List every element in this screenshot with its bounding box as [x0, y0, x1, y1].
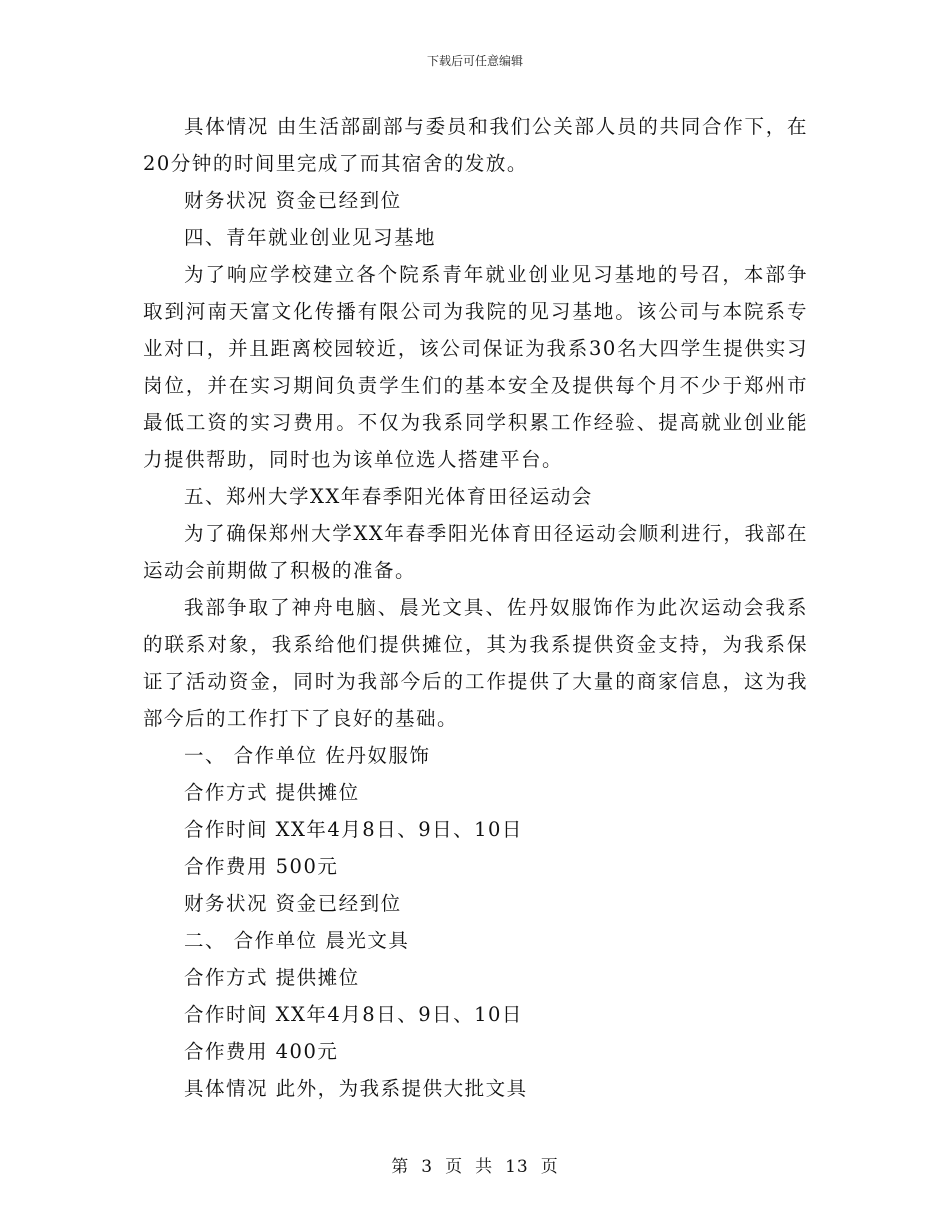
partner-2-time: 合作时间 XX年4月8日、9日、10日: [183, 1003, 523, 1026]
paragraph-sports-meet-prep: 为了确保郑州大学XX年春季阳光体育田径运动会顺利进行，我部在运动会前期做了积极的准备。: [143, 522, 808, 582]
partner-1-fee: 合作费用 500元: [183, 855, 339, 878]
current-page-number: 3: [421, 1157, 434, 1177]
footer-total-label: 共: [475, 1157, 494, 1177]
page-footer: [0, 1152, 950, 1177]
partner-2-details: 具体情况 此外，为我系提供大批文具: [183, 1077, 528, 1100]
paragraph-details-dorm: 具体情况 由生活部副部与委员和我们公关部人员的共同合作下，在20分钟的时间里完成了而其宿舍的发放。: [143, 115, 808, 175]
partner-2-fee: 合作费用 400元: [183, 1040, 339, 1063]
partner-1-time: 合作时间 XX年4月8日、9日、10日: [183, 818, 523, 841]
document-body: [143, 108, 808, 1107]
section-heading-4: 四、青年就业创业见习基地: [183, 226, 436, 249]
partner-1-method: 合作方式 提供摊位: [183, 781, 360, 804]
page-header: 下载后可任意编辑: [426, 54, 523, 68]
partner-2-heading: 二、 合作单位 晨光文具: [183, 929, 410, 952]
footer-page-label: 页: [445, 1157, 464, 1177]
partner-2-method: 合作方式 提供摊位: [183, 966, 360, 989]
section-heading-5: 五、郑州大学XX年春季阳光体育田径运动会: [183, 485, 593, 508]
footer-suffix: 页: [540, 1157, 559, 1177]
partner-1-finance: 财务状况 资金已经到位: [183, 892, 402, 915]
partner-1-heading: 一、 合作单位 佐丹奴服饰: [183, 744, 431, 767]
footer-prefix: 第: [391, 1157, 410, 1177]
paragraph-sponsors: 我部争取了神舟电脑、晨光文具、佐丹奴服饰作为此次运动会我系的联系对象，我系给他们提供摊位，其为我系提供资金支持，为我系保证了活动资金，同时为我部今后的工作提供了大量的商家信息，这为我部今后的工作打下了良好的基础。: [143, 596, 808, 730]
total-pages-number: 13: [505, 1157, 529, 1177]
paragraph-internship-base: 为了响应学校建立各个院系青年就业创业见习基地的号召，本部争取到河南天富文化传播有限公司为我院的见习基地。该公司与本院系专业对口，并且距离校园较近，该公司保证为我系30名大四学生提供实习岗位，并在实习期间负责学生们的基本安全及提供每个月不少于郑州市最低工资的实习费用。不仅为我系同学积累工作经验、提高就业创业能力提供帮助，同时也为该单位选人搭建平台。: [143, 263, 808, 471]
paragraph-finance-status-1: 财务状况 资金已经到位: [183, 189, 402, 212]
